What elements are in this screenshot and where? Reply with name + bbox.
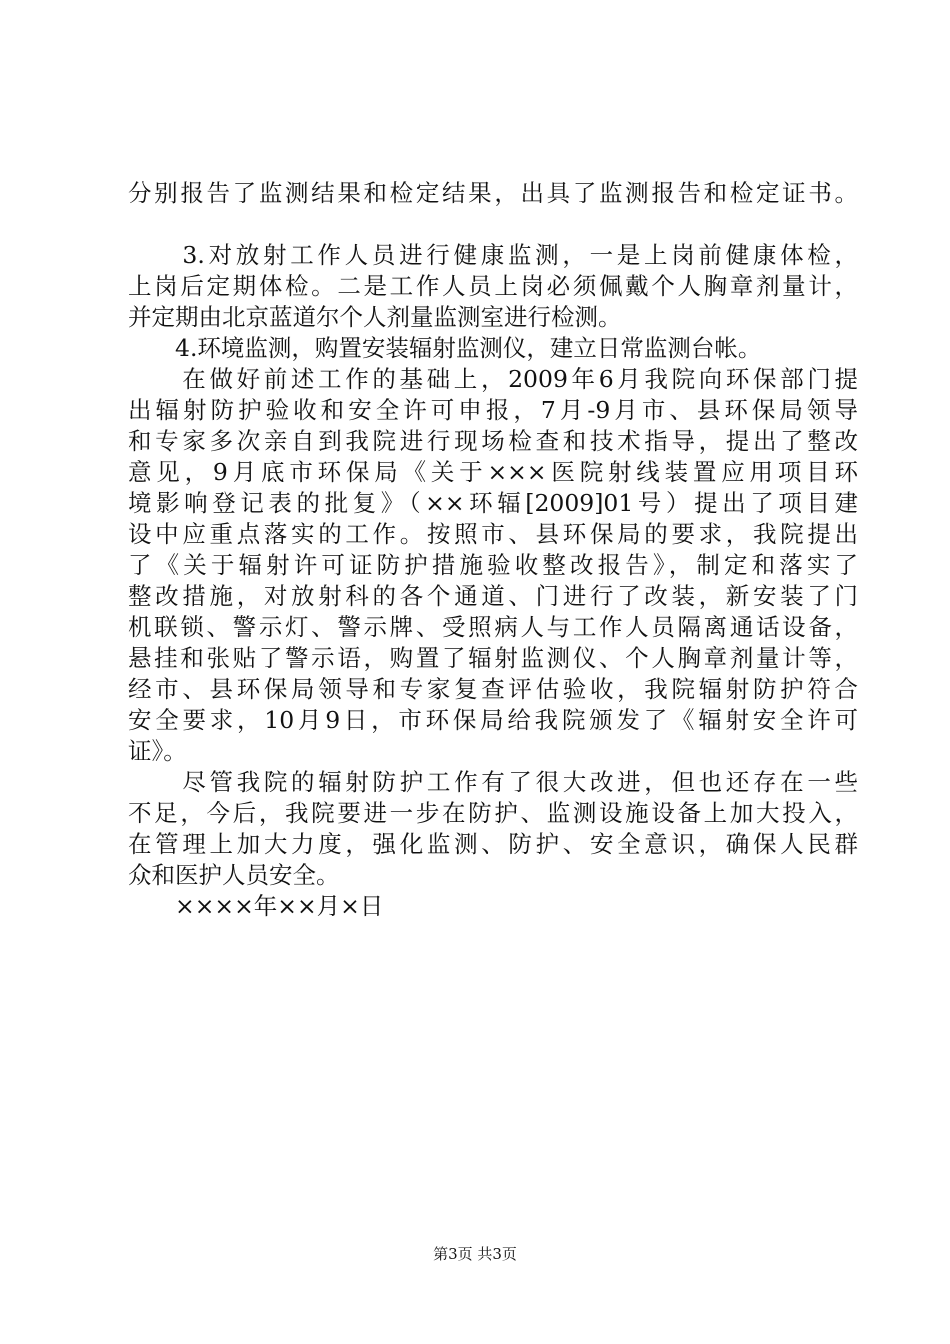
text-line: 整改措施，对放射科的各个通道、门进行了改装，新安装了门 <box>128 582 858 610</box>
text-line: 境影响登记表的批复》（××环辐[2009]01号）提出了项目建 <box>128 489 858 517</box>
text-line: 并定期由北京蓝道尔个人剂量监测室进行检测。 <box>128 303 622 331</box>
text-line: 上岗后定期体检。二是工作人员上岗必须佩戴个人胸章剂量计， <box>128 272 858 300</box>
text-line: 悬挂和张贴了警示语，购置了辐射监测仪、个人胸章剂量计等， <box>128 644 858 672</box>
text-line: 在做好前述工作的基础上，2009年6月我院向环保部门提 <box>128 365 858 393</box>
text-line: 设中应重点落实的工作。按照市、县环保局的要求，我院提出 <box>128 520 858 548</box>
text-line: 出辐射防护验收和安全许可申报，7月-9月市、县环保局领导 <box>128 396 858 424</box>
text-line: 尽管我院的辐射防护工作有了很大改进，但也还存在一些 <box>128 768 858 796</box>
text-line: 了《关于辐射许可证防护措施验收整改报告》，制定和落实了 <box>128 551 858 579</box>
text-line: 不足，今后，我院要进一步在防护、监测设施设备上加大投入， <box>128 799 858 827</box>
text-line: 众和医护人员安全。 <box>128 861 340 889</box>
date-line: ××××年××月×日 <box>128 892 384 920</box>
text-line: 经市、县环保局领导和专家复查评估验收，我院辐射防护符合 <box>128 675 858 703</box>
text-line: 3.对放射工作人员进行健康监测，一是上岗前健康体检， <box>128 241 858 269</box>
text-line: 4.环境监测，购置安装辐射监测仪，建立日常监测台帐。 <box>128 334 762 362</box>
text-line: 意见，9月底市环保局《关于×××医院射线装置应用项目环 <box>128 458 858 486</box>
text-line: 机联锁、警示灯、警示牌、受照病人与工作人员隔离通话设备， <box>128 613 858 641</box>
page-footer: 第3页 共3页 <box>433 1245 517 1263</box>
text-line: 安全要求，10月9日，市环保局给我院颁发了《辐射安全许可 <box>128 706 858 734</box>
text-line: 分别报告了监测结果和检定结果，出具了监测报告和检定证书。 <box>128 179 858 207</box>
text-line: 和专家多次亲自到我院进行现场检查和技术指导，提出了整改 <box>128 427 858 455</box>
text-line: 证》。 <box>128 737 187 765</box>
text-line: 在管理上加大力度，强化监测、防护、安全意识，确保人民群 <box>128 830 858 858</box>
